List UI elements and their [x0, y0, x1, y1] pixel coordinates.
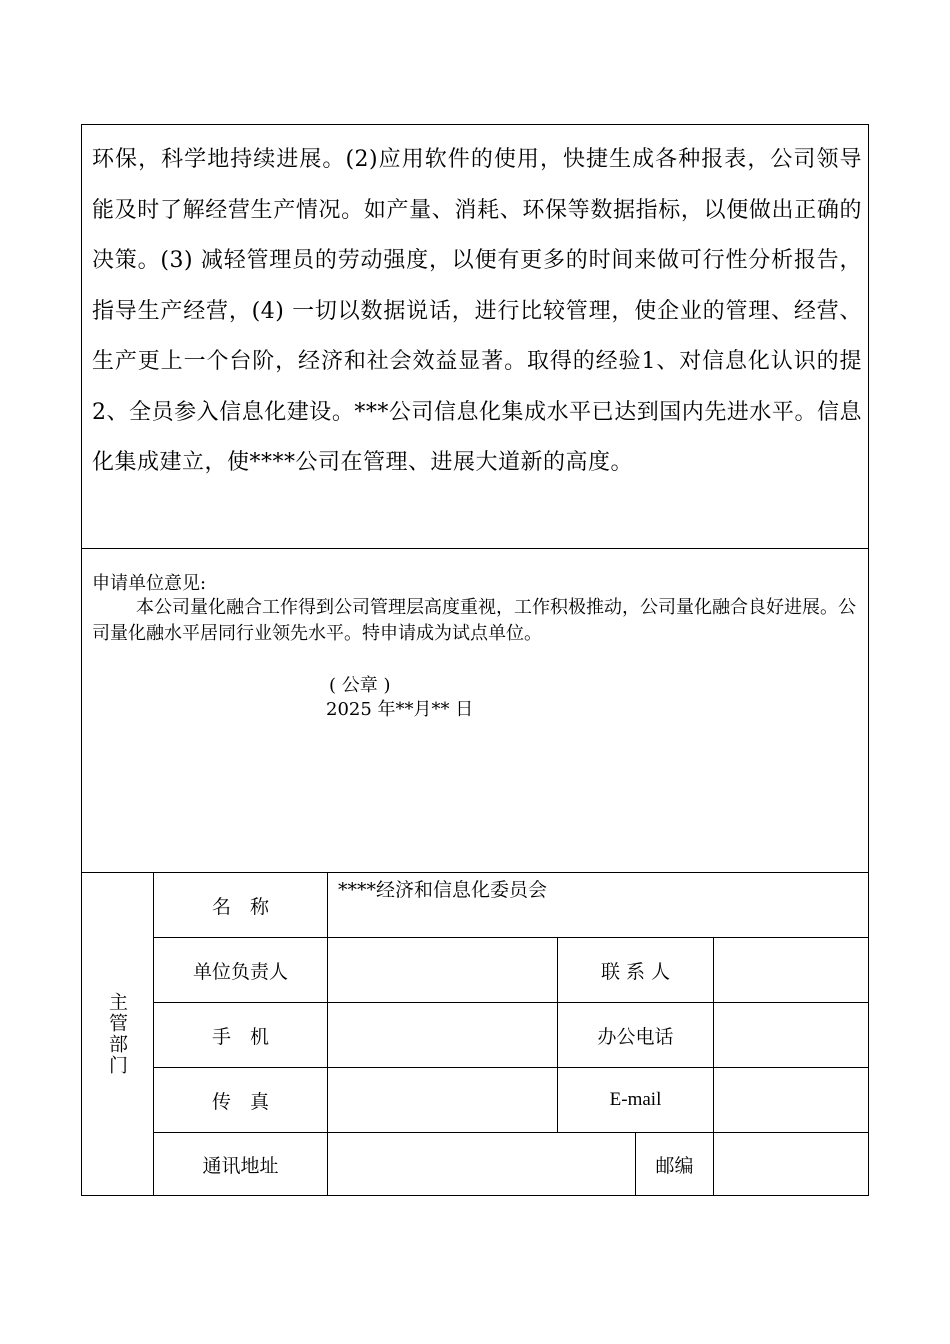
department-label-cell — [82, 873, 153, 1195]
opinion-body: 本公司量化融合工作得到公司管理层高度重视，工作积极推动，公司量化融合良好进展。公司量化融水平居同行业领先水平。特申请成为试点单位。 — [92, 597, 856, 644]
opinion-date: 2025 年**月** 日 — [326, 699, 474, 720]
experience-summary-section — [82, 125, 868, 549]
head-value[interactable] — [328, 938, 557, 1002]
office-phone-value[interactable] — [714, 1003, 868, 1067]
application-form — [81, 124, 869, 1196]
opinion-seal: ( 公章 ) — [329, 675, 391, 696]
contact-value[interactable] — [714, 938, 868, 1002]
fax-label: 传 真 — [211, 1090, 269, 1113]
experience-summary-text: 环保，科学地持续进展。(2)应用软件的使用，快捷生成各种报表，公司领导能及时了解经营生产情况。如产量、消耗、环保等数据指标，以便做出正确的决策。(3) 减轻管理员的劳动强度，以便有更多的时间来做可行性分析报告，指导生产经营，(4) 一切以数据说话，进行比较管理，使企业的管理、经营、生产更上一个台阶，经济和社会效益显著。取得的经验1、对信息化认识的提2、全员参入信息化建设。***公司信息化集成水平已达到国内先进水平。信息化集成建立，使****公司在管理、进展大道新的高度。 — [92, 147, 862, 475]
address-value[interactable] — [328, 1133, 635, 1195]
head-label: 单位负责人 — [192, 960, 288, 983]
fax-value[interactable] — [328, 1068, 557, 1132]
email-label: E-mail — [609, 1089, 662, 1110]
postcode-label: 邮编 — [655, 1154, 694, 1177]
postcode-value[interactable] — [714, 1133, 868, 1195]
mobile-value[interactable] — [328, 1003, 557, 1067]
contact-label: 联 系 人 — [600, 960, 671, 983]
applicant-opinion-section — [82, 549, 868, 873]
mobile-label: 手 机 — [211, 1025, 269, 1048]
department-section — [82, 873, 868, 1195]
opinion-title: 申请单位意见: — [92, 573, 207, 594]
department-label: 主管部门 — [106, 992, 128, 1076]
office-phone-label: 办公电话 — [597, 1025, 674, 1048]
email-value[interactable] — [714, 1068, 868, 1132]
address-label: 通讯地址 — [202, 1154, 279, 1177]
name-value[interactable]: ****经济和信息化委员会 — [338, 879, 548, 901]
name-label: 名 称 — [211, 895, 269, 918]
